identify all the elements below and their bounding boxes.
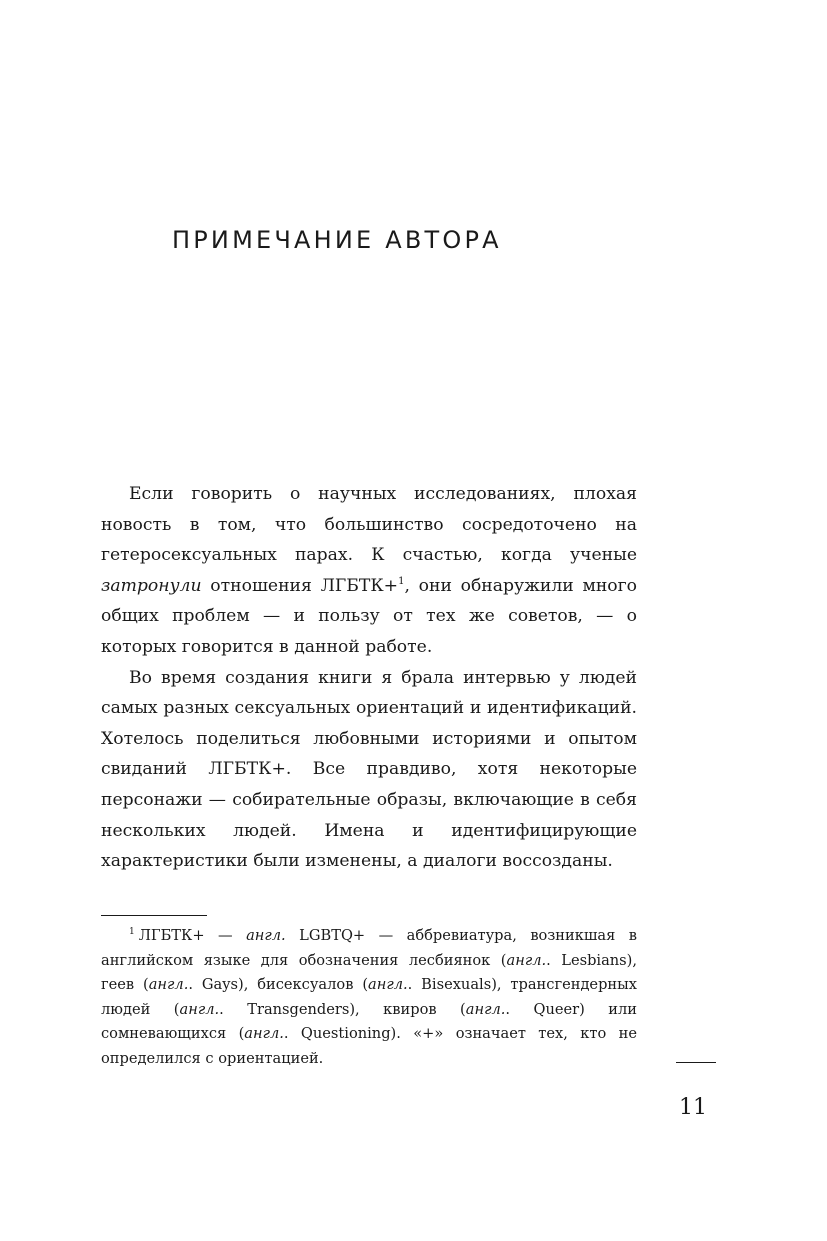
page-number: 11 [679, 1095, 707, 1120]
footnote [101, 924, 637, 1072]
footnote-text-1: ЛГБТК+ — [138, 927, 247, 944]
footnote-abbr: англ. [246, 927, 286, 944]
paragraph-1-italic-word: затронули [101, 575, 202, 596]
footnote-mark: 1 [129, 927, 135, 937]
footnote-text-7: . Queer) или сомневающихся ( [101, 1000, 637, 1043]
footnote-abbr: англ. [148, 976, 189, 994]
chapter-title: ПРИМЕЧАНИЕ АВТОРА [172, 226, 502, 254]
footnote-abbr: англ. [244, 1025, 284, 1043]
footnote-abbr: англ. [368, 976, 408, 994]
footnote-reference[interactable]: 1 [398, 575, 405, 587]
paragraph-1-middle: отношения ЛГБТК+ [201, 575, 399, 596]
footnote-abbr: англ. [179, 1000, 220, 1018]
footnote-abbr: англ. [506, 951, 547, 969]
paragraph-2: Во время создания книги я брала интервью у людей самых разных сексуальных ориентаций и идентификаций. Хотелось поделиться любовными историями и опытом свиданий ЛГБТК+. Все правдиво, хотя некоторые персонажи — собирательные образы, включающие в себя нескольких людей. Имена и идентифицирующие характеристики были изменены, а диалоги воссозданы. [101, 667, 637, 872]
footnote-text-4: . Gays), бисексуалов ( [188, 976, 369, 994]
main-text [101, 479, 637, 877]
footnote-text-8: . Questioning). «+» означает тех, кто не определился с ориентацией. [101, 1025, 637, 1067]
paragraph-1-lead: Если говорить о научных исследованиях, плохая новость в том, что большинство сосредоточено на гетеросексуальных парах. К счастью, когда ученые [101, 484, 637, 566]
paragraph-1-rest: , они обнаружили много общих проблем — и пользу от тех же советов, — о которых говорится в данной работе. [101, 575, 638, 657]
footnote-text-3: . Lesbians), геев ( [101, 951, 637, 994]
footnote-separator [101, 915, 207, 916]
footnote-text-5: . Bisexuals), трансгендерных людей ( [101, 976, 637, 1018]
footnote-text-6: . Transgenders), квиров ( [219, 1000, 466, 1018]
page-number-rule [676, 1062, 716, 1063]
footnote-text-2: LGBTQ+ — аббревиатура, возникшая в английском языке для обозначения лесбиянок ( [101, 927, 637, 969]
paragraph-1 [101, 479, 637, 663]
footnote-abbr: англ. [465, 1000, 506, 1018]
